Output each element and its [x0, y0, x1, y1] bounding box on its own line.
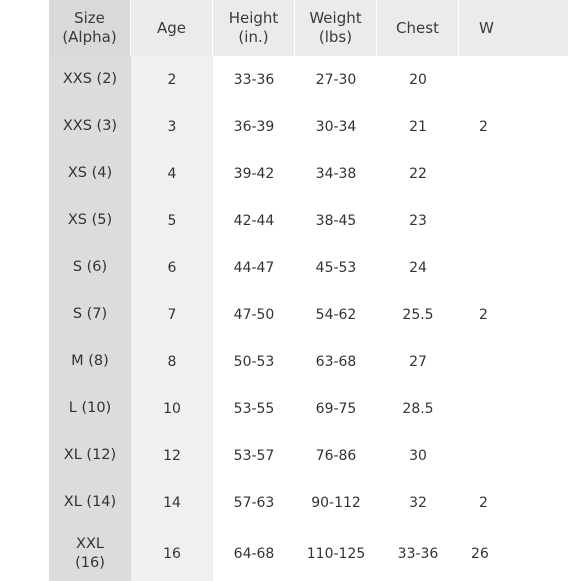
cell-height: 57-63	[213, 479, 295, 526]
table-row	[49, 103, 569, 150]
table-row	[49, 150, 569, 197]
header-height: Height (in.)	[213, 0, 295, 56]
header-size: Size (Alpha)	[49, 0, 131, 56]
cell-size: XXS (3)	[49, 103, 131, 150]
table-row	[49, 432, 569, 479]
cell-waist	[459, 150, 569, 197]
header-chest: Chest	[377, 0, 459, 56]
table-row	[49, 338, 569, 385]
cell-chest: 32	[377, 479, 459, 526]
cell-size: S (7)	[49, 291, 131, 338]
cell-chest: 28.5	[377, 385, 459, 432]
cell-age: 4	[131, 150, 213, 197]
cell-chest: 22	[377, 150, 459, 197]
cell-size: XS (5)	[49, 197, 131, 244]
cell-age: 14	[131, 479, 213, 526]
cell-height: 36-39	[213, 103, 295, 150]
cell-size: L (10)	[49, 385, 131, 432]
cell-age: 12	[131, 432, 213, 479]
cell-chest: 20	[377, 56, 459, 103]
table-row	[49, 479, 569, 526]
cell-size: XS (4)	[49, 150, 131, 197]
table-row	[49, 244, 569, 291]
cell-height: 39-42	[213, 150, 295, 197]
cell-waist	[459, 56, 569, 103]
cell-height: 42-44	[213, 197, 295, 244]
cell-height: 64-68	[213, 526, 295, 581]
table-header	[49, 0, 569, 56]
cell-age: 3	[131, 103, 213, 150]
cell-chest: 25.5	[377, 291, 459, 338]
cell-size: XL (14)	[49, 479, 131, 526]
cell-age: 2	[131, 56, 213, 103]
cell-height: 53-55	[213, 385, 295, 432]
cell-height: 44-47	[213, 244, 295, 291]
cell-waist: 2	[459, 479, 569, 526]
header-weight: Weight (lbs)	[295, 0, 377, 56]
cell-height: 53-57	[213, 432, 295, 479]
cell-size: M (8)	[49, 338, 131, 385]
table-row	[49, 526, 569, 581]
table-row	[49, 56, 569, 103]
cell-weight: 63-68	[295, 338, 377, 385]
cell-chest: 27	[377, 338, 459, 385]
cell-weight: 69-75	[295, 385, 377, 432]
table-body	[49, 56, 569, 581]
cell-age: 5	[131, 197, 213, 244]
table-row	[49, 291, 569, 338]
cell-weight: 38-45	[295, 197, 377, 244]
header-waist: W	[459, 0, 569, 56]
cell-weight: 34-38	[295, 150, 377, 197]
cell-waist: 26	[459, 526, 569, 581]
cell-weight: 76-86	[295, 432, 377, 479]
cell-size: XL (12)	[49, 432, 131, 479]
table-row	[49, 385, 569, 432]
cell-waist	[459, 244, 569, 291]
cell-weight: 54-62	[295, 291, 377, 338]
header-age: Age	[131, 0, 213, 56]
table-row	[49, 197, 569, 244]
cell-chest: 23	[377, 197, 459, 244]
cell-age: 10	[131, 385, 213, 432]
size-chart-table	[49, 0, 569, 581]
cell-weight: 45-53	[295, 244, 377, 291]
cell-waist: 2	[459, 103, 569, 150]
cell-age: 16	[131, 526, 213, 581]
cell-waist	[459, 197, 569, 244]
cell-age: 8	[131, 338, 213, 385]
cell-chest: 30	[377, 432, 459, 479]
cell-size: XXL (16)	[49, 526, 131, 581]
cell-age: 7	[131, 291, 213, 338]
cell-waist: 2	[459, 291, 569, 338]
cell-chest: 33-36	[377, 526, 459, 581]
cell-waist	[459, 432, 569, 479]
cell-weight: 110-125	[295, 526, 377, 581]
header-row	[49, 0, 569, 56]
cell-height: 47-50	[213, 291, 295, 338]
cell-weight: 90-112	[295, 479, 377, 526]
cell-waist	[459, 385, 569, 432]
cell-weight: 27-30	[295, 56, 377, 103]
cell-chest: 24	[377, 244, 459, 291]
cell-weight: 30-34	[295, 103, 377, 150]
cell-size: XXS (2)	[49, 56, 131, 103]
cell-height: 33-36	[213, 56, 295, 103]
cell-age: 6	[131, 244, 213, 291]
cell-waist	[459, 338, 569, 385]
size-chart	[49, 0, 494, 580]
cell-height: 50-53	[213, 338, 295, 385]
cell-chest: 21	[377, 103, 459, 150]
cell-size: S (6)	[49, 244, 131, 291]
